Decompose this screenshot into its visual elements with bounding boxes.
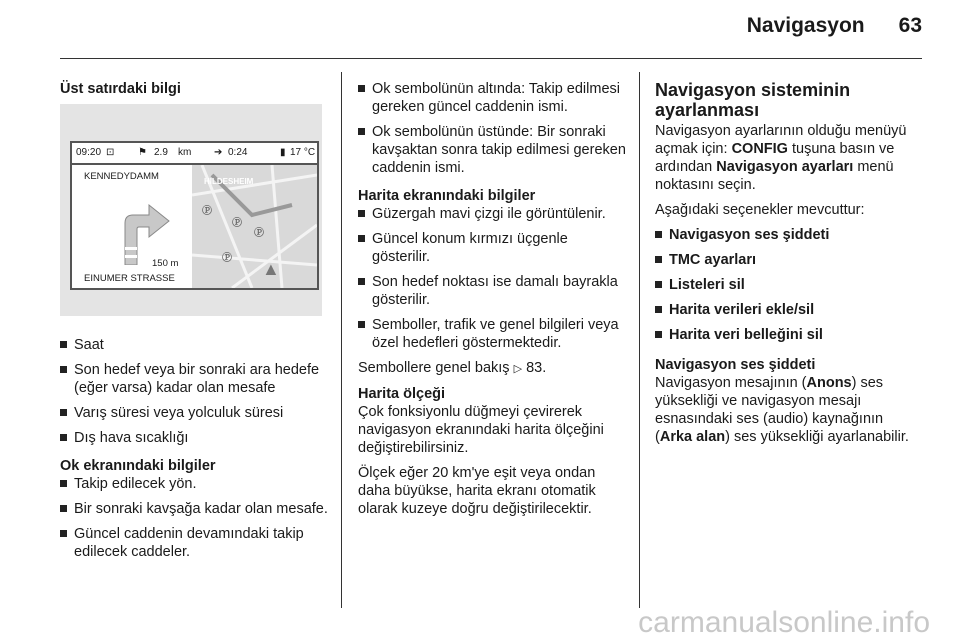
paragraph: Ölçek eğer 20 km'ye eşit veya ondan daha büyükse, harita ekranı otomatik olarak kuzeye doğru değiştirilecektir. (358, 465, 596, 517)
nav-top-bar (72, 143, 317, 165)
column-divider-1 (341, 72, 342, 608)
list-item: Semboller, trafik ve genel bilgileri veya özel hedefleri göstermektedir. (358, 316, 626, 352)
street-top-label: KENNEDYDAMM (84, 171, 159, 182)
list-item: Listeleri sil (655, 276, 923, 294)
reference-page[interactable]: 83. (526, 360, 547, 376)
options-list (655, 226, 923, 344)
list-item: Son hedef noktası ise damalı bayrakla gösterilir. (358, 273, 626, 309)
top-line-bullets (60, 336, 328, 447)
column-1 (60, 80, 328, 568)
street-bottom-label: EINUMER STRASSE (84, 273, 175, 284)
map-city-label: HILDESHEIM (204, 177, 254, 186)
temperature-text: 17 °C (290, 147, 316, 158)
clock-icon: ⊡ (106, 147, 115, 158)
arrival-arrow-icon: ➔ (214, 147, 223, 158)
paragraph (655, 374, 923, 446)
parking-icon: Ⓟ (232, 218, 242, 229)
arka-alan-label: Arka alan (659, 429, 726, 445)
list-item: Güzergah mavi çizgi ile görüntülenir. (358, 205, 626, 223)
section-heading: Üst satırdaki bilgi (60, 81, 181, 97)
column-2 (358, 80, 626, 525)
watermark: carmanualsonline.info (638, 606, 930, 639)
arrow-screen-bullets (60, 475, 328, 561)
page-header (747, 14, 922, 38)
list-item: TMC ayarları (655, 251, 923, 269)
text-run: Navigasyon mesajının ( (655, 375, 807, 391)
thermometer-icon: ▮ (280, 147, 286, 158)
text-run: Navigasyon ayarlarının olduğu menüyü açmak için: (655, 123, 907, 157)
list-item: Son hedef veya bir sonraki ara hedefe (eğer varsa) kadar olan mesafe (60, 361, 328, 397)
list-item: Takip edilecek yön. (60, 475, 328, 493)
header-rule (60, 58, 922, 59)
nav-display (70, 141, 319, 290)
list-item: Harita verileri ekle/sil (655, 301, 923, 319)
distance-unit: km (178, 147, 192, 158)
destination-flag-icon: ⚑ (138, 147, 147, 158)
column-3 (655, 80, 923, 453)
arrow-symbol-bullets (358, 80, 626, 177)
list-item: Navigasyon ses şiddeti (655, 226, 923, 244)
parking-icon: Ⓟ (222, 253, 232, 264)
menu-item-label: Navigasyon ayarları (716, 159, 854, 175)
section-heading: Harita ekranındaki bilgiler (358, 188, 536, 204)
list-item: Güncel konum kırmızı üçgenle gösterilir. (358, 230, 626, 266)
column-divider-2 (639, 72, 640, 608)
section-heading: Harita ölçeği (358, 386, 446, 402)
anons-label: Anons (806, 375, 852, 391)
distance-text: 2.9 (154, 147, 168, 158)
map-area (192, 165, 317, 288)
reference-text: Sembollere genel bakış (358, 360, 510, 376)
page-number: 63 (898, 14, 922, 37)
list-item: Varış süresi veya yolculuk süresi (60, 404, 328, 422)
text-run: ) ses yüksekliği ayarlanabilir. (725, 429, 909, 445)
list-item: Dış hava sıcaklığı (60, 429, 328, 447)
intro-paragraph (655, 122, 923, 194)
parking-icon: Ⓟ (254, 228, 264, 239)
next-distance-label: 150 m (152, 258, 179, 269)
parking-icon: Ⓟ (202, 206, 212, 217)
paragraph: Çok fonksiyonlu düğmeyi çevirerek navigasyon ekranındaki harita ölçeğini değiştirebilirsiniz. (358, 404, 604, 456)
list-item: Saat (60, 336, 328, 354)
text-run: tuşuna basın ve ardından (655, 141, 895, 175)
navigation-screen-figure (60, 104, 322, 316)
remaining-time: 0:24 (228, 147, 248, 158)
text-run: menü noktasını seçin. (655, 159, 894, 193)
reference-line (358, 359, 626, 378)
list-item: Ok sembolünün altında: Takip edilmesi gereken güncel caddenin ismi. (358, 80, 626, 116)
list-item: Harita veri belleğini sil (655, 326, 923, 344)
map-screen-bullets (358, 205, 626, 352)
text-run: ) ses yüksekliği ve navigasyon mesajı esnasındaki ses (audio) kaynağının ( (655, 375, 884, 445)
list-item: Bir sonraki kavşağa kadar olan mesafe. (60, 500, 328, 518)
position-triangle-icon: ▲ (262, 259, 280, 279)
list-item: Ok sembolünün üstünde: Bir sonraki kavşaktan sonra takip edilmesi gereken caddenin ismi. (358, 123, 626, 177)
list-item: Güncel caddenin devamındaki takip edilecek caddeler. (60, 525, 328, 561)
config-key-label: CONFIG (731, 141, 788, 157)
reference-arrow-icon: ▷ (513, 363, 523, 375)
header-title: Navigasyon (746, 14, 865, 37)
subsection-heading: Navigasyon ses şiddeti (655, 357, 816, 373)
turn-arrow-icon (87, 185, 177, 265)
options-intro: Aşağıdaki seçenekler mevcuttur: (655, 202, 865, 218)
section-title: Navigasyon sisteminin ayarlanması (655, 80, 851, 120)
subsection-heading: Ok ekranındaki bilgiler (60, 458, 216, 474)
clock-text: 09:20 (76, 147, 102, 158)
